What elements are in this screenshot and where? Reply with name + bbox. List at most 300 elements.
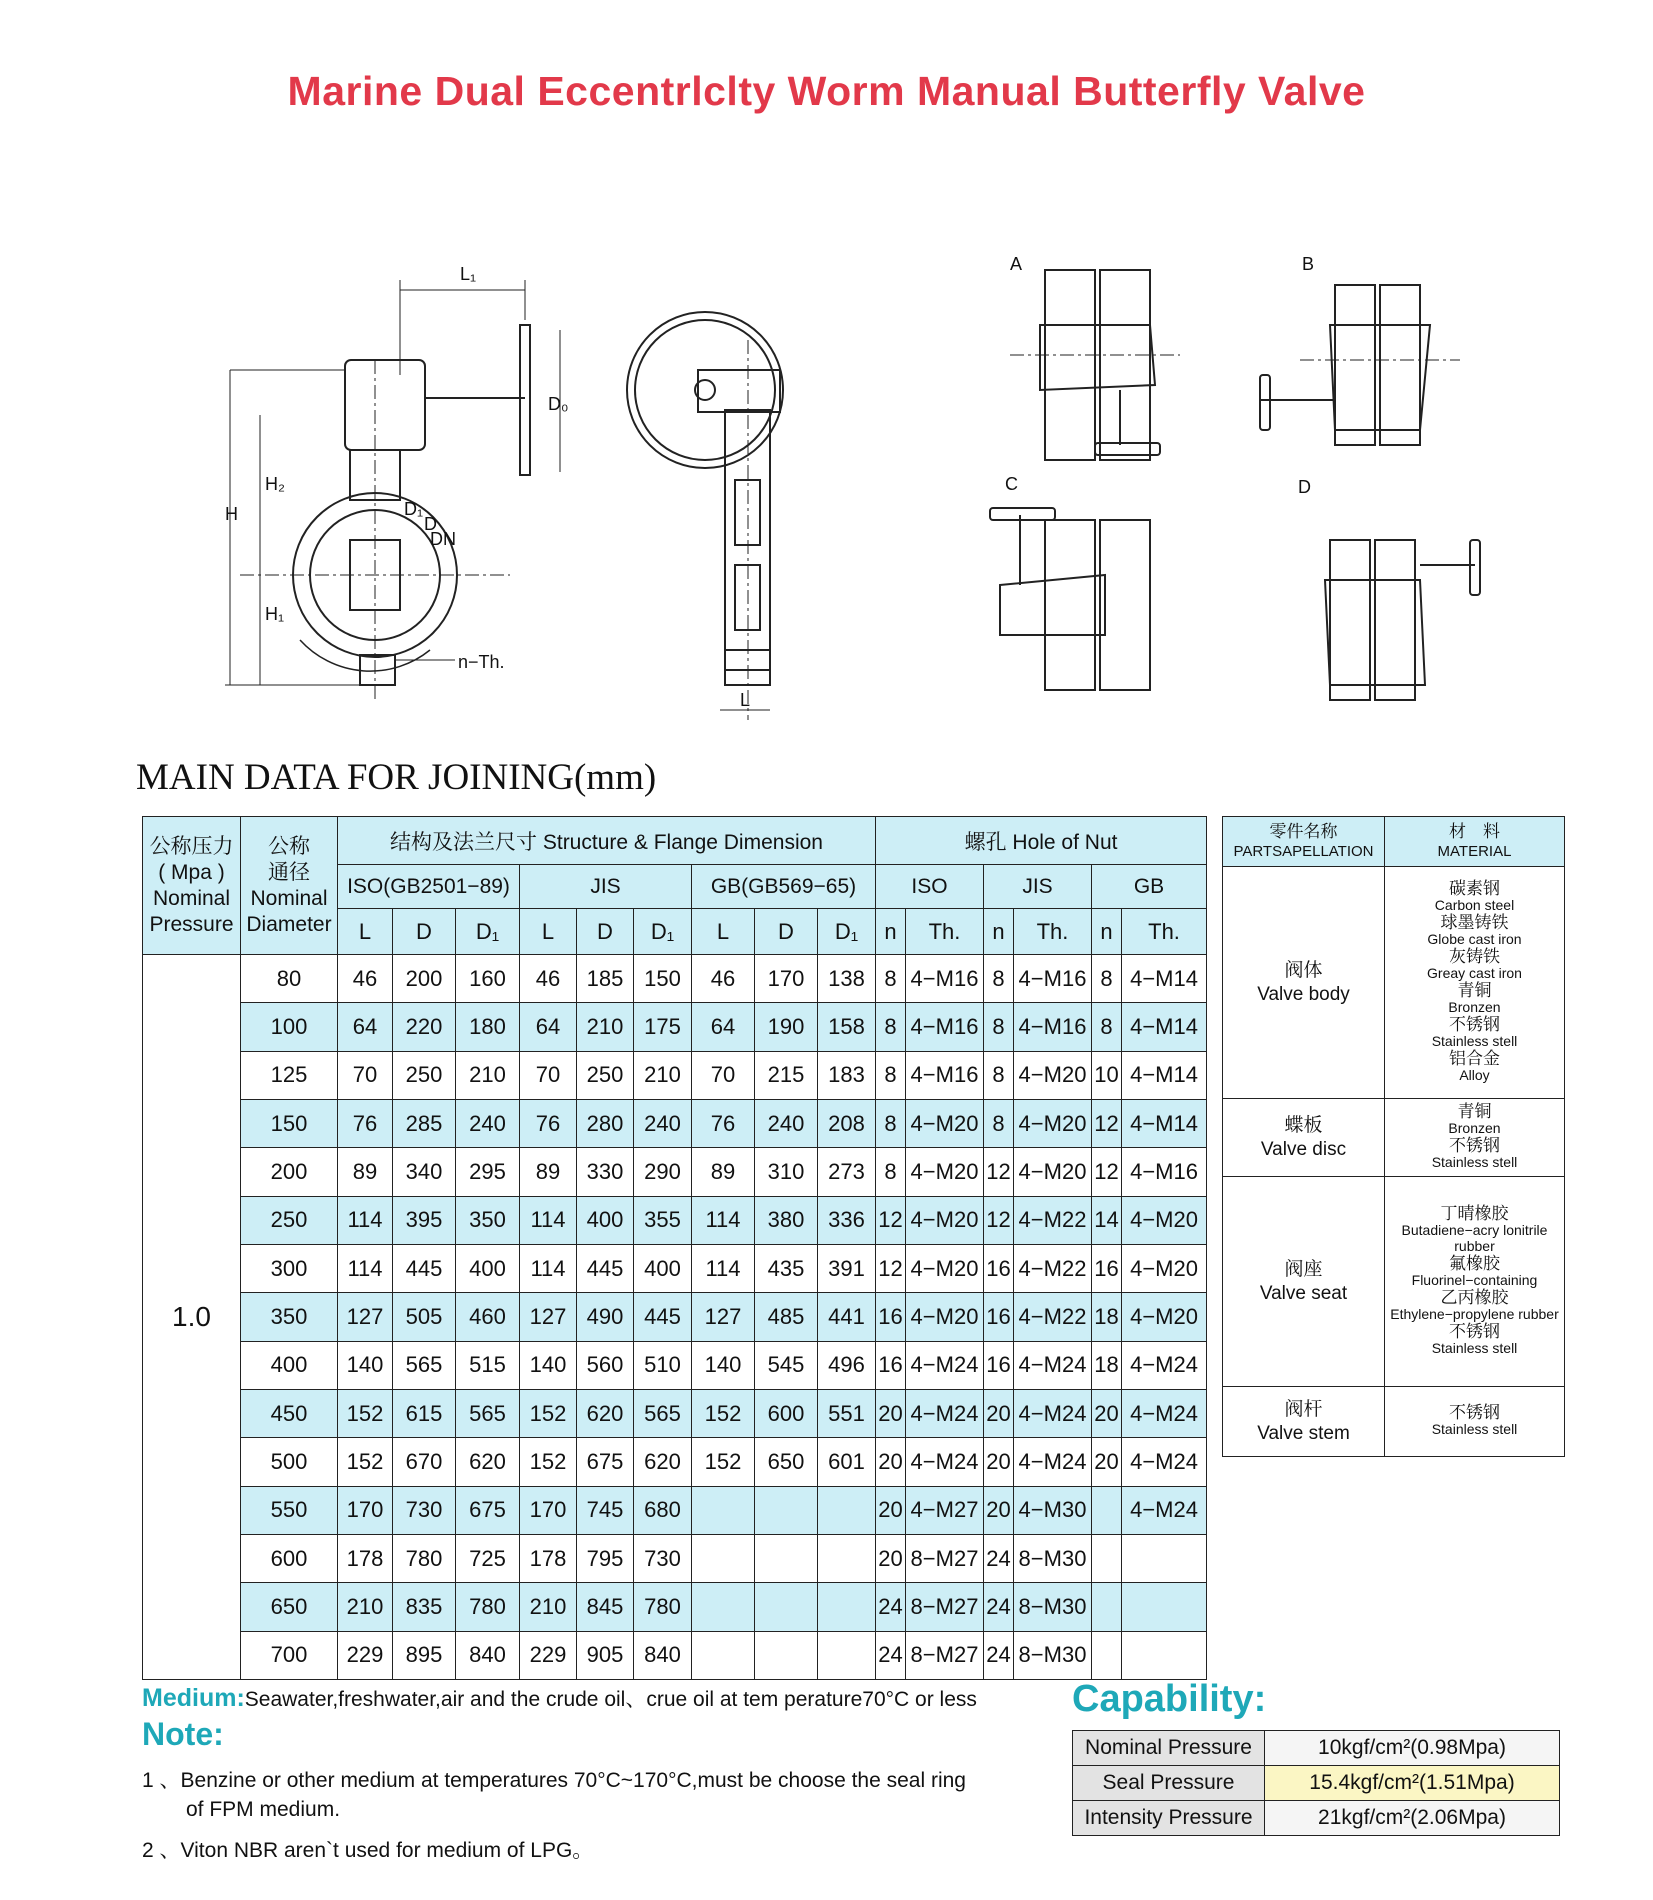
- nominal-diameter-cell: 80: [241, 955, 338, 1003]
- table-cell: 215: [755, 1051, 818, 1099]
- table-row: [143, 1389, 1207, 1437]
- table-cell: 8: [984, 1051, 1014, 1099]
- table-cell: 355: [634, 1196, 692, 1244]
- table-cell: 4−M16: [1014, 1003, 1092, 1051]
- table-cell: 20: [1092, 1389, 1122, 1437]
- header-group-hole-gb: GB: [1092, 865, 1207, 909]
- table-cell: 840: [456, 1631, 520, 1679]
- part-name-en: Valve disc: [1260, 1138, 1347, 1160]
- header-group-gb569: GB(GB569−65): [692, 865, 876, 909]
- table-cell: 395: [393, 1196, 456, 1244]
- table-cell: 178: [520, 1534, 577, 1582]
- table-row: [143, 1583, 1207, 1631]
- table-cell: [692, 1486, 755, 1534]
- table-row: [143, 1051, 1207, 1099]
- table-cell: 210: [338, 1583, 393, 1631]
- table-cell: 152: [692, 1438, 755, 1486]
- table-cell: 46: [520, 955, 577, 1003]
- sub-header: L: [520, 909, 577, 955]
- table-cell: 12: [876, 1196, 906, 1244]
- section-title: MAIN DATA FOR JOINING(mm): [136, 757, 657, 798]
- table-row: [143, 1486, 1207, 1534]
- material-zh: 丁晴橡胶: [1440, 1203, 1509, 1223]
- table-cell: [1122, 1631, 1207, 1679]
- table-cell: 4−M20: [906, 1293, 984, 1341]
- table-cell: 185: [577, 955, 634, 1003]
- table-row: [143, 1341, 1207, 1389]
- table-cell: 114: [520, 1196, 577, 1244]
- table-cell: 229: [520, 1631, 577, 1679]
- header-nominal-pressure: 公称压力 ( Mpa ) Nominal Pressure: [143, 817, 241, 955]
- table-cell: 12: [1092, 1099, 1122, 1147]
- parts-material-table: [1222, 816, 1565, 1457]
- table-row: [143, 1244, 1207, 1292]
- table-cell: 4−M20: [1122, 1244, 1207, 1292]
- table-cell: 20: [876, 1486, 906, 1534]
- note-item-1: 1 、Benzine or other medium at temperatures 70°C~170°C,must be choose the seal ring: [142, 1769, 966, 1792]
- table-cell: 391: [818, 1244, 876, 1292]
- table-cell: 4−M24: [1122, 1438, 1207, 1486]
- table-row: [143, 1293, 1207, 1341]
- table-cell: 485: [755, 1293, 818, 1341]
- header-part-name: 零件名称 PARTSAPELLATION: [1223, 817, 1385, 867]
- table-cell: 4−M16: [906, 1051, 984, 1099]
- page-title: Marine Dual Eccentrlclty Worm Manual Butterfly Valve: [287, 68, 1366, 114]
- table-cell: 4−M24: [906, 1341, 984, 1389]
- table-cell: 70: [520, 1051, 577, 1099]
- table-cell: 160: [456, 955, 520, 1003]
- table-cell: 600: [755, 1389, 818, 1437]
- header-hole-of-nut: 螺孔 Hole of Nut: [876, 817, 1207, 865]
- material-en: Bronzen: [1448, 1119, 1501, 1136]
- material-zh: 不锈钢: [1449, 1135, 1500, 1155]
- sub-header: Th.: [1014, 909, 1092, 955]
- table-cell: 505: [393, 1293, 456, 1341]
- parts-row: [1223, 1387, 1565, 1457]
- table-cell: [1122, 1534, 1207, 1582]
- table-cell: [1092, 1486, 1122, 1534]
- sub-header: D: [393, 909, 456, 955]
- table-cell: 8: [876, 1099, 906, 1147]
- sub-header: D: [577, 909, 634, 955]
- table-cell: 4−M16: [1122, 1148, 1207, 1196]
- label-d: D: [424, 514, 437, 534]
- table-cell: 8: [1092, 955, 1122, 1003]
- capability-table: [1072, 1730, 1560, 1836]
- material-en: Stainless stell: [1431, 1339, 1518, 1356]
- view-label-d: D: [1298, 477, 1311, 497]
- table-cell: 273: [818, 1148, 876, 1196]
- table-cell: [1122, 1583, 1207, 1631]
- table-cell: 140: [520, 1341, 577, 1389]
- header-material: 材 料 MATERIAL: [1385, 817, 1565, 867]
- table-cell: 210: [577, 1003, 634, 1051]
- table-cell: 445: [634, 1293, 692, 1341]
- capability-row: [1073, 1731, 1560, 1766]
- table-cell: 178: [338, 1534, 393, 1582]
- table-cell: 4−M20: [906, 1196, 984, 1244]
- table-cell: 490: [577, 1293, 634, 1341]
- table-cell: 150: [634, 955, 692, 1003]
- table-cell: 10: [1092, 1051, 1122, 1099]
- table-cell: 4−M24: [1014, 1438, 1092, 1486]
- table-cell: 70: [692, 1051, 755, 1099]
- note-item-2: 2 、Viton NBR aren`t used for medium of LPG。: [142, 1839, 594, 1862]
- table-cell: 8: [876, 1051, 906, 1099]
- table-cell: 76: [692, 1099, 755, 1147]
- table-cell: 895: [393, 1631, 456, 1679]
- view-b-drawing: [1260, 285, 1460, 445]
- material-zh: 不锈钢: [1449, 1321, 1500, 1341]
- table-cell: [755, 1583, 818, 1631]
- table-cell: 127: [520, 1293, 577, 1341]
- joining-data-body: [143, 955, 1207, 1680]
- material-en: Butadiene−acry lonitrile rubber: [1401, 1221, 1548, 1254]
- nominal-diameter-cell: 650: [241, 1583, 338, 1631]
- table-cell: 4−M20: [1014, 1099, 1092, 1147]
- table-cell: 152: [520, 1438, 577, 1486]
- table-cell: 89: [338, 1148, 393, 1196]
- table-cell: 8−M27: [906, 1534, 984, 1582]
- table-cell: 680: [634, 1486, 692, 1534]
- table-cell: [755, 1631, 818, 1679]
- capability-label: Seal Pressure: [1073, 1766, 1265, 1801]
- table-cell: 8−M27: [906, 1583, 984, 1631]
- view-label-a: A: [1010, 254, 1023, 274]
- table-row: [143, 1631, 1207, 1679]
- table-cell: 795: [577, 1534, 634, 1582]
- header-group-jis: JIS: [520, 865, 692, 909]
- capability-value: 15.4kgf/cm²(1.51Mpa): [1265, 1766, 1560, 1801]
- capability-row: [1073, 1766, 1560, 1801]
- table-cell: 170: [755, 955, 818, 1003]
- capability-value: 21kgf/cm²(2.06Mpa): [1265, 1801, 1560, 1836]
- nominal-diameter-cell: 600: [241, 1534, 338, 1582]
- parts-row: [1223, 1177, 1565, 1387]
- table-cell: 70: [338, 1051, 393, 1099]
- table-cell: 210: [520, 1583, 577, 1631]
- table-cell: 4−M24: [906, 1389, 984, 1437]
- table-cell: 152: [692, 1389, 755, 1437]
- table-cell: 152: [520, 1389, 577, 1437]
- table-cell: 780: [456, 1583, 520, 1631]
- label-d1: D₁: [404, 499, 424, 519]
- table-cell: 8−M30: [1014, 1534, 1092, 1582]
- table-cell: 840: [634, 1631, 692, 1679]
- part-name-en: Valve seat: [1259, 1282, 1348, 1304]
- table-cell: 20: [984, 1438, 1014, 1486]
- table-cell: 4−M14: [1122, 1051, 1207, 1099]
- table-cell: [692, 1631, 755, 1679]
- table-row: [143, 1438, 1207, 1486]
- material-zh: 铝合金: [1449, 1048, 1500, 1068]
- table-cell: 675: [577, 1438, 634, 1486]
- table-cell: 4−M24: [1014, 1341, 1092, 1389]
- table-cell: 190: [755, 1003, 818, 1051]
- table-cell: 24: [984, 1583, 1014, 1631]
- table-cell: 16: [876, 1293, 906, 1341]
- table-cell: 310: [755, 1148, 818, 1196]
- table-cell: [1092, 1583, 1122, 1631]
- material-en: Alloy: [1459, 1066, 1490, 1083]
- header-group-hole-iso: ISO: [876, 865, 984, 909]
- table-cell: 4−M22: [1014, 1293, 1092, 1341]
- table-cell: 138: [818, 955, 876, 1003]
- table-cell: 336: [818, 1196, 876, 1244]
- sub-header: n: [1092, 909, 1122, 955]
- table-cell: 285: [393, 1099, 456, 1147]
- table-cell: 208: [818, 1099, 876, 1147]
- table-cell: 441: [818, 1293, 876, 1341]
- table-cell: 615: [393, 1389, 456, 1437]
- table-cell: [818, 1534, 876, 1582]
- table-cell: 4−M20: [906, 1148, 984, 1196]
- table-cell: 20: [984, 1486, 1014, 1534]
- nominal-diameter-cell: 550: [241, 1486, 338, 1534]
- table-cell: 24: [984, 1631, 1014, 1679]
- note-item-1-cont: of FPM medium.: [186, 1798, 341, 1821]
- table-cell: 180: [456, 1003, 520, 1051]
- sub-header: D₁: [818, 909, 876, 955]
- parts-row: [1223, 1099, 1565, 1177]
- part-name-cell: [1223, 867, 1385, 1099]
- table-cell: 4−M14: [1122, 1099, 1207, 1147]
- sub-header: D: [755, 909, 818, 955]
- table-cell: 4−M24: [1122, 1389, 1207, 1437]
- table-cell: 4−M27: [906, 1486, 984, 1534]
- table-cell: 46: [692, 955, 755, 1003]
- table-cell: 64: [338, 1003, 393, 1051]
- table-cell: 545: [755, 1341, 818, 1389]
- table-cell: 280: [577, 1099, 634, 1147]
- table-cell: 835: [393, 1583, 456, 1631]
- side-view-drawing: [627, 312, 783, 720]
- table-cell: 4−M20: [1014, 1051, 1092, 1099]
- table-cell: [818, 1486, 876, 1534]
- table-cell: 16: [876, 1341, 906, 1389]
- table-cell: 551: [818, 1389, 876, 1437]
- table-cell: 8−M27: [906, 1631, 984, 1679]
- parts-row: [1223, 867, 1565, 1099]
- table-cell: 400: [634, 1244, 692, 1292]
- table-cell: 250: [393, 1051, 456, 1099]
- material-en: Greay cast iron: [1427, 964, 1522, 981]
- table-cell: 4−M14: [1122, 955, 1207, 1003]
- view-label-c: C: [1005, 474, 1018, 494]
- table-cell: 330: [577, 1148, 634, 1196]
- material-zh: 灰铸铁: [1449, 946, 1500, 966]
- nominal-diameter-cell: 300: [241, 1244, 338, 1292]
- label-l: L: [740, 690, 751, 710]
- table-cell: 16: [984, 1244, 1014, 1292]
- nominal-diameter-cell: 450: [241, 1389, 338, 1437]
- table-cell: 210: [634, 1051, 692, 1099]
- table-cell: 220: [393, 1003, 456, 1051]
- table-cell: 565: [393, 1341, 456, 1389]
- table-cell: 20: [876, 1389, 906, 1437]
- table-cell: 496: [818, 1341, 876, 1389]
- capability-row: [1073, 1801, 1560, 1836]
- table-cell: 152: [338, 1389, 393, 1437]
- table-cell: 12: [984, 1196, 1014, 1244]
- table-cell: 18: [1092, 1293, 1122, 1341]
- table-cell: [818, 1583, 876, 1631]
- material-zh: 不锈钢: [1449, 1014, 1500, 1034]
- table-cell: 24: [876, 1631, 906, 1679]
- label-h: H: [225, 504, 238, 524]
- table-cell: 8: [984, 955, 1014, 1003]
- table-cell: 76: [338, 1099, 393, 1147]
- material-en: Stainless stell: [1431, 1032, 1518, 1049]
- material-en: Carbon steel: [1434, 896, 1515, 913]
- table-cell: 4−M24: [1014, 1389, 1092, 1437]
- material-zh: 青铜: [1457, 980, 1492, 1000]
- medium-label: Medium:: [142, 1684, 245, 1712]
- table-cell: 4−M20: [1122, 1293, 1207, 1341]
- sub-header: n: [876, 909, 906, 955]
- table-cell: 4−M20: [906, 1244, 984, 1292]
- table-cell: 8: [876, 1003, 906, 1051]
- table-cell: 565: [634, 1389, 692, 1437]
- nominal-diameter-cell: 200: [241, 1148, 338, 1196]
- medium-line: [142, 1683, 977, 1713]
- valve-drawings: [0, 240, 1653, 720]
- part-name-zh: 阀座: [1284, 1258, 1323, 1280]
- material-en: Bronzen: [1448, 998, 1501, 1015]
- table-cell: 620: [456, 1438, 520, 1486]
- table-cell: 510: [634, 1341, 692, 1389]
- table-cell: 89: [692, 1148, 755, 1196]
- nominal-diameter-cell: 150: [241, 1099, 338, 1147]
- medium-text: Seawater,freshwater,air and the crude oil、crue oil at tem perature70°C or less: [244, 1688, 977, 1711]
- table-cell: 8−M30: [1014, 1583, 1092, 1631]
- table-cell: 4−M22: [1014, 1244, 1092, 1292]
- table-cell: 435: [755, 1244, 818, 1292]
- label-dn: DN: [430, 529, 456, 549]
- table-cell: 8: [876, 955, 906, 1003]
- table-cell: 400: [456, 1244, 520, 1292]
- nominal-diameter-cell: 100: [241, 1003, 338, 1051]
- table-cell: [692, 1534, 755, 1582]
- nominal-diameter-cell: 250: [241, 1196, 338, 1244]
- sub-header: n: [984, 909, 1014, 955]
- material-en: Ethylene−propylene rubber: [1390, 1305, 1559, 1322]
- part-name-en: Valve stem: [1257, 1422, 1350, 1444]
- part-name-zh: 蝶板: [1284, 1114, 1323, 1136]
- nominal-diameter-cell: 400: [241, 1341, 338, 1389]
- label-h1: H₁: [265, 604, 285, 624]
- label-l1: L₁: [460, 264, 477, 284]
- table-cell: 380: [755, 1196, 818, 1244]
- table-cell: 4−M22: [1014, 1196, 1092, 1244]
- nominal-diameter-cell: 700: [241, 1631, 338, 1679]
- table-cell: 350: [456, 1196, 520, 1244]
- table-cell: 229: [338, 1631, 393, 1679]
- table-cell: 445: [393, 1244, 456, 1292]
- joining-data-table: [142, 816, 1207, 1680]
- table-cell: 16: [1092, 1244, 1122, 1292]
- header-structure-flange: 结构及法兰尺寸 Structure & Flange Dimension: [338, 817, 876, 865]
- header-nominal-diameter: 公称 通径 Nominal Diameter: [241, 817, 338, 955]
- table-cell: 620: [577, 1389, 634, 1437]
- table-cell: 601: [818, 1438, 876, 1486]
- table-cell: 14: [1092, 1196, 1122, 1244]
- table-cell: 4−M30: [1014, 1486, 1092, 1534]
- table-cell: [755, 1486, 818, 1534]
- table-row: [143, 1003, 1207, 1051]
- table-cell: 170: [338, 1486, 393, 1534]
- label-d0: D₀: [548, 394, 569, 414]
- table-cell: 400: [577, 1196, 634, 1244]
- table-cell: 240: [634, 1099, 692, 1147]
- table-cell: 4−M14: [1122, 1003, 1207, 1051]
- table-cell: 12: [876, 1244, 906, 1292]
- material-cell: [1385, 1387, 1565, 1457]
- material-zh: 碳素钢: [1449, 878, 1500, 898]
- table-cell: 16: [984, 1293, 1014, 1341]
- sub-header: D₁: [456, 909, 520, 955]
- table-row: [143, 1196, 1207, 1244]
- capability-label: Nominal Pressure: [1073, 1731, 1265, 1766]
- note-title: Note:: [142, 1716, 224, 1752]
- table-row: [143, 955, 1207, 1003]
- table-cell: 8: [984, 1003, 1014, 1051]
- table-cell: 725: [456, 1534, 520, 1582]
- table-row: [143, 1099, 1207, 1147]
- table-cell: 290: [634, 1148, 692, 1196]
- table-cell: 114: [692, 1196, 755, 1244]
- sub-header: D₁: [634, 909, 692, 955]
- material-en: Globe cast iron: [1427, 930, 1522, 947]
- table-cell: 675: [456, 1486, 520, 1534]
- table-cell: 240: [755, 1099, 818, 1147]
- part-name-cell: [1223, 1177, 1385, 1387]
- material-cell: [1385, 867, 1565, 1099]
- table-cell: 4−M16: [906, 955, 984, 1003]
- material-cell: [1385, 1099, 1565, 1177]
- nominal-pressure-cell: 1.0: [143, 955, 241, 1680]
- table-cell: 730: [634, 1534, 692, 1582]
- table-cell: 8: [1092, 1003, 1122, 1051]
- table-cell: 4−M20: [1014, 1148, 1092, 1196]
- table-cell: 730: [393, 1486, 456, 1534]
- nominal-diameter-cell: 125: [241, 1051, 338, 1099]
- table-cell: 158: [818, 1003, 876, 1051]
- table-cell: 650: [755, 1438, 818, 1486]
- table-cell: 4−M20: [906, 1099, 984, 1147]
- table-cell: 127: [338, 1293, 393, 1341]
- table-cell: [1092, 1534, 1122, 1582]
- table-cell: 152: [338, 1438, 393, 1486]
- table-cell: 170: [520, 1486, 577, 1534]
- table-cell: 89: [520, 1148, 577, 1196]
- header-group-hole-jis: JIS: [984, 865, 1092, 909]
- capability-title: Capability:: [1072, 1678, 1267, 1720]
- table-cell: 4−M16: [1014, 955, 1092, 1003]
- material-en: Stainless stell: [1431, 1153, 1518, 1170]
- table-cell: 76: [520, 1099, 577, 1147]
- table-cell: 20: [984, 1389, 1014, 1437]
- material-cell: [1385, 1177, 1565, 1387]
- table-cell: 8: [984, 1099, 1014, 1147]
- table-cell: 24: [876, 1583, 906, 1631]
- table-cell: 250: [577, 1051, 634, 1099]
- table-cell: 620: [634, 1438, 692, 1486]
- table-cell: 18: [1092, 1341, 1122, 1389]
- table-cell: 210: [456, 1051, 520, 1099]
- table-cell: 127: [692, 1293, 755, 1341]
- table-cell: 140: [338, 1341, 393, 1389]
